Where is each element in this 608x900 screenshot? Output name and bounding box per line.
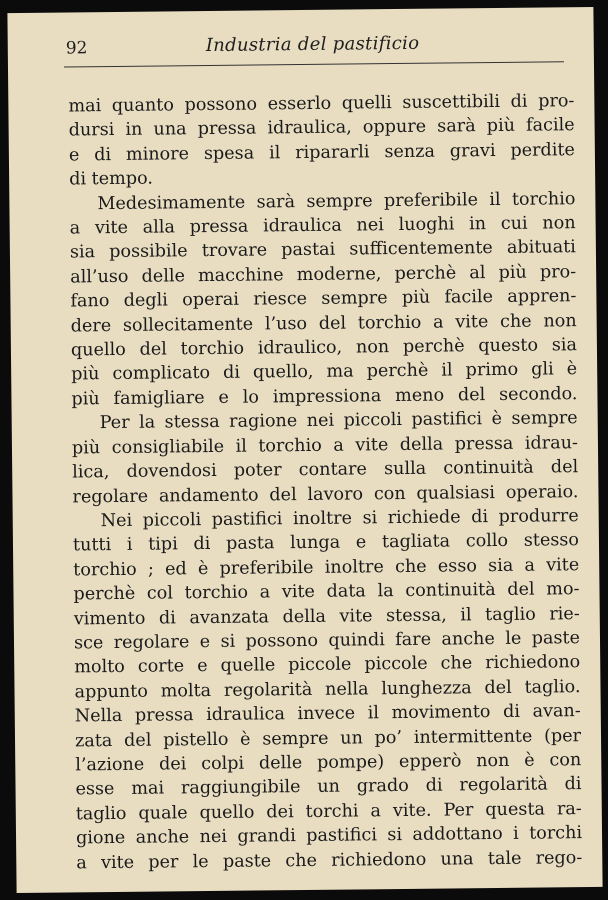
- text-line: a vite alla pressa idraulica nei luoghi in cui non: [69, 213, 576, 239]
- text-line: lica, dovendosi poter contare sulla continuità del: [72, 457, 579, 483]
- text-line: vimento di avanzata della vite stessa, il taglio rie-: [73, 603, 580, 629]
- text-line: torchio ; ed è preferibile inoltre che esso sia a vite: [73, 554, 580, 581]
- text-line: gione anche nei grandi pastifici si addottano i torchi: [75, 823, 583, 849]
- text-line: di tempo.: [69, 168, 154, 190]
- text-line: quello del torchio idraulico, non perchè questo sia: [70, 335, 578, 361]
- text-line: perchè col torchio a vite data la continuità del mo-: [73, 579, 580, 605]
- text-line: all’uso delle macchine moderne, perchè al più pro-: [70, 261, 577, 288]
- text-line: tutti i tipi di pasta lunga e tagliata collo stesso: [72, 530, 580, 556]
- text-line: l’azione dei colpi delle pompe) epperò non è con: [75, 750, 582, 776]
- page-header: [66, 33, 562, 62]
- header-rule: [64, 61, 564, 67]
- text-line: sia possibile trovare pastai sufficentemente abituati: [69, 237, 576, 263]
- text-line: molto corte e quelle piccole piccole che richiedono: [74, 652, 581, 678]
- book-page: [7, 7, 602, 893]
- text-line: più famigliare e lo impressiona meno del secondo.: [71, 384, 578, 410]
- text-line: esse mai raggiungibile un grado di regolarità di: [75, 774, 582, 800]
- text-line: regolare andamento del lavoro con qualsiasi operaio.: [72, 481, 579, 507]
- text-line: mai quanto possono esserlo quelli suscettibili di pro-: [68, 91, 575, 117]
- text-line: più complicato di quello, ma perchè il primo gli è: [71, 359, 578, 385]
- text-line: Nei piccoli pastifici inoltre si richiede di produrre: [100, 506, 579, 532]
- text-line: Medesimamente sarà sempre preferibile il torchio: [97, 188, 576, 214]
- body-text: [68, 89, 582, 875]
- text-line: zata del pistello è sempre un po’ intermittente (per: [74, 725, 582, 751]
- text-line: Nella pressa idraulica invece il movimento di avan-: [74, 701, 581, 727]
- text-line: taglio quale quello dei torchi a vite. Per questa ra-: [75, 798, 582, 825]
- text-line: sce regolare e si possono quindi fare anche le paste: [73, 628, 581, 654]
- text-line: Per la stessa ragione nei piccoli pastifici è sempre: [99, 408, 578, 434]
- text-line: a vite per le paste che richiedono una tale rego-: [76, 847, 583, 874]
- text-line: e di minore spesa il ripararli senza gravi perdite: [68, 139, 575, 166]
- text-line: dere sollecitamente l’uso del torchio a vite che non: [70, 310, 577, 337]
- text-line: dursi in una pressa idraulica, oppure sarà più facile: [68, 115, 575, 141]
- page-number: 92: [65, 38, 88, 59]
- text-line: più consigliabile il torchio a vite della pressa idrau-: [71, 432, 579, 459]
- running-title: Industria del pastificio: [205, 32, 420, 57]
- text-line: appunto molta regolarità nella lunghezza del taglio.: [74, 676, 581, 703]
- text-line: fano degli operai riesce sempre più facile appren-: [70, 286, 577, 312]
